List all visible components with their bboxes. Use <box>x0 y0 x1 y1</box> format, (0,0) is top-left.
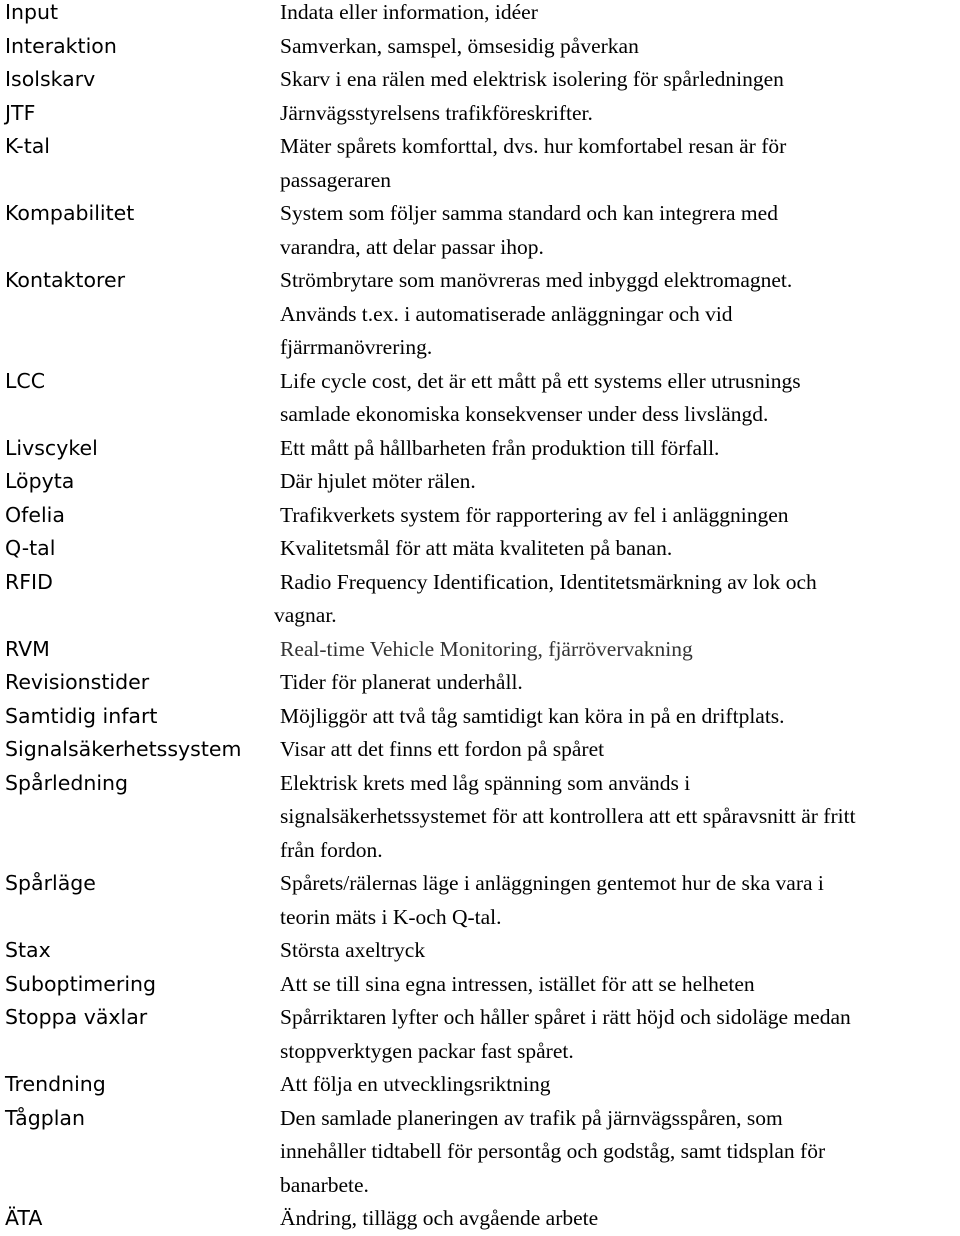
definition-line: Största axeltryck <box>280 938 426 962</box>
glossary-row-isolskarv <box>5 63 955 97</box>
definition <box>280 1001 955 1068</box>
definition <box>280 532 955 566</box>
term: Löpyta <box>5 469 75 493</box>
glossary-row-rfid <box>5 566 955 633</box>
definition-line: Ändring, tillägg och avgående arbete <box>280 1206 599 1230</box>
definition-line: Där hjulet möter rälen. <box>280 469 476 493</box>
glossary-row-jtf <box>5 97 955 131</box>
definition <box>280 63 955 97</box>
glossary-row-ata <box>5 1202 955 1236</box>
glossary-row-stoppa-vaxlar <box>5 1001 955 1068</box>
definition-line: Ett mått på hållbarheten från produktion till förfall. <box>280 435 720 460</box>
definition-line: Möjliggör att två tåg samtidigt kan köra in på en driftplats. <box>280 703 785 728</box>
term: RFID <box>5 569 53 594</box>
term: Samtidig infart <box>5 703 158 728</box>
term: Ofelia <box>5 502 65 527</box>
definition-line: Spårets/rälernas läge i anläggningen gentemot hur de ska vara i <box>280 871 824 895</box>
definition-line: Används t.ex. i automatiserade anläggningar och vid <box>280 301 733 326</box>
term: Spårledning <box>5 770 129 795</box>
definition-line: Tider för planerat underhåll. <box>280 670 523 694</box>
term: JTF <box>5 100 36 125</box>
glossary-row-rvm <box>5 633 955 667</box>
definition <box>280 1068 955 1102</box>
definition-line: Elektrisk krets med låg spänning som används i <box>280 770 691 795</box>
term: Interaktion <box>5 33 117 58</box>
definition <box>280 700 955 734</box>
term: K-tal <box>5 134 50 158</box>
term: Suboptimering <box>5 971 157 996</box>
term: Q-tal <box>5 536 56 560</box>
term: RVM <box>5 636 50 661</box>
definition <box>280 1202 955 1236</box>
definition-line: passageraren <box>280 167 392 192</box>
glossary-row-q-tal <box>5 532 955 566</box>
glossary-row-input <box>5 0 955 30</box>
glossary-row-k-tal <box>5 130 955 197</box>
glossary-row-stax <box>5 934 955 968</box>
glossary-row-kompabilitet <box>5 197 955 264</box>
glossary-row-trendning <box>5 1068 955 1102</box>
definition-line: banarbete. <box>280 1172 369 1197</box>
glossary-row-sparlage <box>5 867 955 934</box>
definition-line: signalsäkerhetssystemet för att kontrollera att ett spåravsnitt är fritt <box>280 804 856 828</box>
definition-line: stoppverktygen packar fast spåret. <box>280 1038 574 1063</box>
term: Kontaktorer <box>5 268 126 292</box>
definition <box>280 130 955 197</box>
term: LCC <box>5 368 46 393</box>
definition-line: teorin mäts i K-och Q-tal. <box>280 904 502 929</box>
definition-line: System som följer samma standard och kan integrera med <box>280 201 778 225</box>
definition <box>274 566 955 633</box>
definition-line: Visar att det finns ett fordon på spåret <box>280 737 605 761</box>
definition-line: Spårriktaren lyfter och håller spåret i rätt höjd och sidoläge medan <box>280 1005 851 1029</box>
definition <box>280 97 955 131</box>
definition <box>280 968 955 1002</box>
definition-line: innehåller tidtabell för persontåg och godståg, samt tidsplan för <box>280 1139 826 1163</box>
term: Isolskarv <box>5 67 96 91</box>
definition-line: Radio Frequency Identification, Identitetsmärkning av lok och <box>280 569 817 594</box>
definition <box>280 197 955 264</box>
definition-line: varandra, att delar passar ihop. <box>280 234 544 259</box>
term: Revisionstider <box>5 670 150 694</box>
term: Trendning <box>5 1072 106 1096</box>
term: ÄTA <box>5 1206 43 1230</box>
glossary-row-revisionstider <box>5 666 955 700</box>
glossary-row-samtidig-infart <box>5 700 955 734</box>
definition-line: Life cycle cost, det är ett mått på ett systems eller utrusnings <box>280 368 801 393</box>
glossary-row-ofelia <box>5 499 955 533</box>
definition <box>280 365 955 432</box>
term: Tågplan <box>5 1105 85 1130</box>
definition <box>280 499 955 533</box>
definition-line: fjärrmanövrering. <box>280 335 433 359</box>
definition <box>280 666 955 700</box>
definition <box>280 432 955 466</box>
term: Input <box>5 0 59 24</box>
glossary-row-sparledning <box>5 767 955 868</box>
definition <box>280 1102 955 1203</box>
definition <box>280 867 955 934</box>
term: Spårläge <box>5 871 96 895</box>
definition-line: Strömbrytare som manövreras med inbyggd elektromagnet. <box>280 268 793 292</box>
glossary-row-livscykel <box>5 432 955 466</box>
definition-line: Järnvägsstyrelsens trafikföreskrifter. <box>280 100 593 125</box>
definition <box>280 30 955 64</box>
definition <box>280 633 955 667</box>
definition-line: Att följa en utvecklingsriktning <box>280 1072 551 1096</box>
glossary-row-signalsakerhetssystem <box>5 733 955 767</box>
term: Stax <box>5 938 51 962</box>
definition-line: från fordon. <box>280 837 383 862</box>
definition-line: Mäter spårets komforttal, dvs. hur komfortabel resan är för <box>280 134 787 158</box>
term: Kompabilitet <box>5 201 135 225</box>
definition-line: Samverkan, samspel, ömsesidig påverkan <box>280 33 639 58</box>
definition <box>280 733 955 767</box>
definition <box>280 934 955 968</box>
glossary-row-lcc <box>5 365 955 432</box>
definition-line: Trafikverkets system för rapportering av fel i anläggningen <box>280 502 789 527</box>
glossary-row-tagplan <box>5 1102 955 1203</box>
term: Stoppa växlar <box>5 1005 148 1029</box>
term: Signalsäkerhetssystem <box>5 737 242 761</box>
glossary-row-kontaktorer <box>5 264 955 365</box>
definition-line: Indata eller information, idéer <box>280 0 538 24</box>
definition-line: samlade ekonomiska konsekvenser under dess livslängd. <box>280 402 769 426</box>
definition <box>280 465 955 499</box>
glossary-list <box>5 0 955 1236</box>
definition-line: Kvalitetsmål för att mäta kvaliteten på banan. <box>280 536 673 560</box>
definition-line: Real-time Vehicle Monitoring, fjärrövervakning <box>280 636 693 661</box>
term: Livscykel <box>5 435 98 460</box>
glossary-row-interaktion <box>5 30 955 64</box>
definition-line: Att se till sina egna intressen, istället för att se helheten <box>280 971 755 996</box>
definition-line: Den samlade planeringen av trafik på järnvägsspåren, som <box>280 1105 783 1130</box>
glossary-row-suboptimering <box>5 968 955 1002</box>
glossary-row-lopyta <box>5 465 955 499</box>
definition <box>280 264 955 365</box>
definition-line: vagnar. <box>274 603 337 627</box>
definition <box>280 767 955 868</box>
definition-line: Skarv i ena rälen med elektrisk isolering för spårledningen <box>280 67 784 91</box>
definition <box>280 0 955 30</box>
